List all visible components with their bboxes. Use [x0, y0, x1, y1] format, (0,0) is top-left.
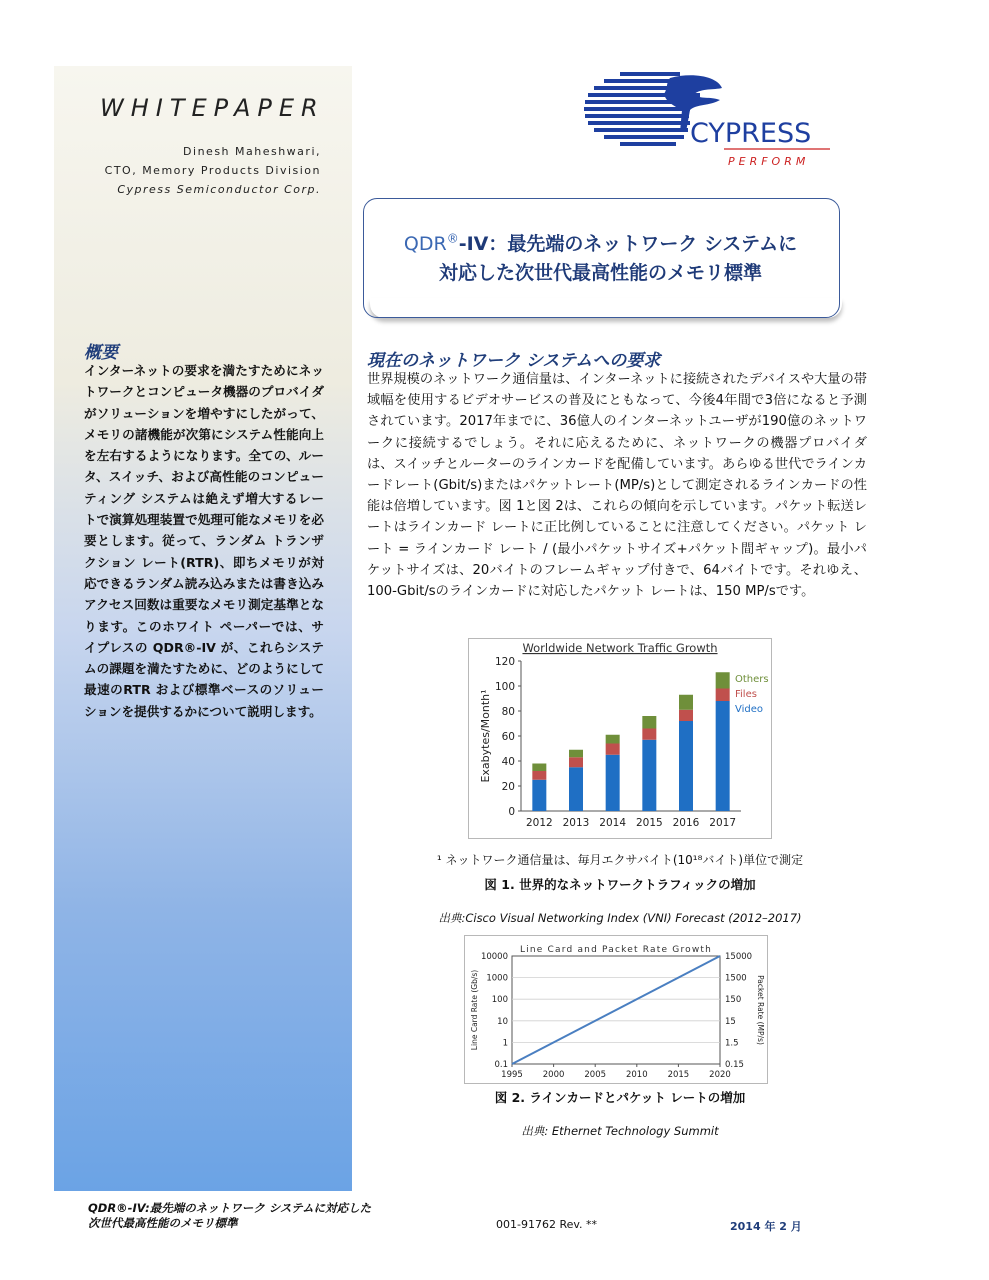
chart1-bar-others [606, 735, 620, 744]
chart1-ytick-label: 100 [494, 681, 515, 693]
author-title: CTO, Memory Products Division [104, 164, 321, 177]
chart1-bar-video [716, 701, 730, 811]
chart1-ylabel: Exabytes/Month¹ [479, 689, 492, 783]
chart2-xtick-label: 1995 [501, 1070, 523, 1080]
chart2-ytick-label: 100 [491, 995, 508, 1006]
chart2-y2tick-label: 1.5 [725, 1038, 739, 1049]
chart1-legend-others: Others [735, 674, 769, 685]
section-heading: 現在のネットワーク システムへの要求 [367, 351, 661, 371]
chart1-title: Worldwide Network Traffic Growth [522, 641, 718, 655]
chart1-bar-files [569, 757, 583, 767]
chart2-title: Line Card and Packet Rate Growth [519, 945, 713, 955]
title-reg-mark: ® [446, 231, 459, 246]
chart1-xtick-label: 2014 [599, 817, 627, 829]
doc-title-line2: 対応した次世代最高性能のメモリ標準 [438, 262, 762, 284]
chart1-ytick-label: 80 [501, 706, 515, 718]
chart1-xtick-label: 2017 [709, 817, 737, 829]
chart1-xtick-label: 2013 [562, 817, 590, 829]
figure1-caption: 図 1. 世界的なネットワークトラフィックの増加 [484, 877, 756, 892]
chart1-xtick-label: 2015 [635, 817, 663, 829]
chart1-bar-files [679, 710, 693, 721]
doc-type-label: WHITEPAPER [100, 94, 325, 122]
chart1-xtick-label: 2012 [525, 817, 553, 829]
chart2-ytick-label: 10000 [480, 952, 508, 962]
author-name: Dinesh Maheshwari, [183, 145, 321, 158]
chart2-y2tick-label: 150 [725, 995, 742, 1006]
chart2-xtick-label: 2005 [584, 1070, 607, 1080]
chart1-bar-others [532, 764, 546, 772]
cypress-logo [582, 66, 834, 170]
line-card-rate-chart [465, 936, 767, 1083]
doc-title-line1 [363, 229, 838, 256]
chart2-xtick-label: 2015 [667, 1070, 690, 1080]
chart1-bar-video [532, 780, 546, 811]
chart2-y2tick-label: 1500 [725, 973, 747, 984]
chart1-legend-video: Video [735, 704, 764, 715]
chart1-ytick-label: 0 [508, 806, 515, 818]
chart1-xtick-label: 2016 [672, 817, 700, 829]
chart2-xtick-label: 2010 [625, 1070, 648, 1080]
section-body: 世界規模のネットワーク通信量は、インターネットに接続されたデバイスや大量の帯域幅を使用するビデオサービスの普及にともなって、今後4年間で3倍になると予測されています。2017年までに、36億人のインターネットユーザが190億のネットワークに接続するでしょう。それに応えるために、ネットワークの機器プロバイダは、スイッチとルーターのラインカードを配備しています。あらゆる世代でラインカードレート(Gbit/s)またはパケットレート(MP/s)として測定されるラインカードの性能は倍増しています。図 1と図 2は、これらの傾向を示しています。パケット転送レートはラインカード レートに正比例していることに注意してください。パケット レート = ラインカード レート / (最小パケットサイズ+パケット間ギャップ)。最小パケットサイズは、20バイトのフレームギャップ付きで、64バイトです。それゆえ、100-Gbit/sのラインカードに対応したパケット レートは、150 MP/sです。 [367, 372, 867, 600]
footer-title-line1: QDR®-IV:最先端のネットワーク システムに対応した [88, 1201, 372, 1215]
chart2-y2tick-label: 0.15 [725, 1060, 744, 1070]
chart2-series-line [512, 956, 720, 1064]
chart1-bar-others [679, 695, 693, 710]
figure1-chart-frame [468, 638, 772, 839]
chart1-bar-others [569, 750, 583, 758]
figure1-footnote: ¹ ネットワーク通信量は、毎月エクサバイト(10¹⁸バイト)単位で測定 [436, 853, 804, 867]
chart2-ytick-label: 0.1 [494, 1060, 508, 1070]
abstract-text: インターネットの要求を満たすためにネットワークとコンピュータ機器のプロバイダがソリューションを増やすにしたがって、メモリの諸機能が次第にシステム性能向上を左右するようになります。全ての、ルータ、スイッチ、および高性能のコンピューティング システムは絶えず増大するレートで演算処理装置で処理可能なメモリを必要とします。従って、ランダム トランザクション レート(RTR)、即ちメモリが対応できるランダム読み込みまたは書き込みアクセス回数は重要なメモリ測定基準となります。このホワイト ペーパーでは、サイプレスの QDR®-IV が、これらシステムの課題を満たすために、どのようにして最速のRTR および標準ベースのソリューションを提供するかについて説明します。 [84, 363, 324, 719]
chart2-ytick-label: 10 [497, 1016, 508, 1027]
network-traffic-chart [469, 639, 771, 838]
figure2-source: 出典: Ethernet Technology Summit [521, 1124, 719, 1138]
chart2-ytick-label: 1 [502, 1038, 508, 1049]
figure1-source: 出典:Cisco Visual Networking Index (VNI) Forecast (2012–2017) [438, 911, 802, 925]
footer-title-line2: 次世代最高性能のメモリ標準 [88, 1216, 238, 1230]
title-line1-text: -IV：最先端のネットワーク システムに [458, 233, 798, 255]
abstract-heading: 概要 [84, 343, 118, 363]
chart1-bar-video [642, 740, 656, 811]
chart2-xtick-label: 2020 [709, 1070, 731, 1080]
logo-brand: CYPRESS [690, 118, 812, 149]
figure2-caption: 図 2. ラインカードとパケット レートの増加 [494, 1090, 746, 1105]
chart2-ytick-label: 1000 [486, 973, 508, 984]
chart1-bar-video [606, 755, 620, 811]
chart2-y2tick-label: 15 [725, 1016, 736, 1027]
chart1-bar-others [716, 672, 730, 688]
chart1-legend-files: Files [735, 689, 757, 700]
chart1-ytick-label: 120 [494, 656, 515, 668]
chart2-y2tick-label: 15000 [725, 952, 753, 962]
chart1-ytick-label: 40 [501, 756, 515, 768]
chart2-ylabel: Line Card Rate (Gb/s) [470, 969, 479, 1051]
chart1-ytick-label: 60 [501, 731, 515, 743]
chart1-bar-files [642, 729, 656, 740]
chart1-bar-files [606, 744, 620, 755]
chart1-ytick-label: 20 [501, 781, 515, 793]
chart1-bar-video [569, 767, 583, 811]
chart1-bar-video [679, 721, 693, 811]
chart1-bar-others [642, 716, 656, 729]
logo-tagline: PERFORM [728, 155, 810, 168]
chart1-bar-files [532, 771, 546, 780]
figure2-chart-frame [464, 935, 768, 1084]
chart2-xtick-label: 2000 [542, 1070, 565, 1080]
title-qdr: QDR [403, 233, 447, 255]
chart2-y2label: Packet Rate (MP/s) [756, 975, 765, 1045]
footer-doc-number: 001-91762 Rev. ** [496, 1218, 598, 1231]
footer-title [88, 1201, 371, 1231]
author-company: Cypress Semiconductor Corp. [117, 183, 321, 196]
chart1-bar-files [716, 689, 730, 702]
footer-date: 2014 年 2 月 [730, 1220, 802, 1233]
